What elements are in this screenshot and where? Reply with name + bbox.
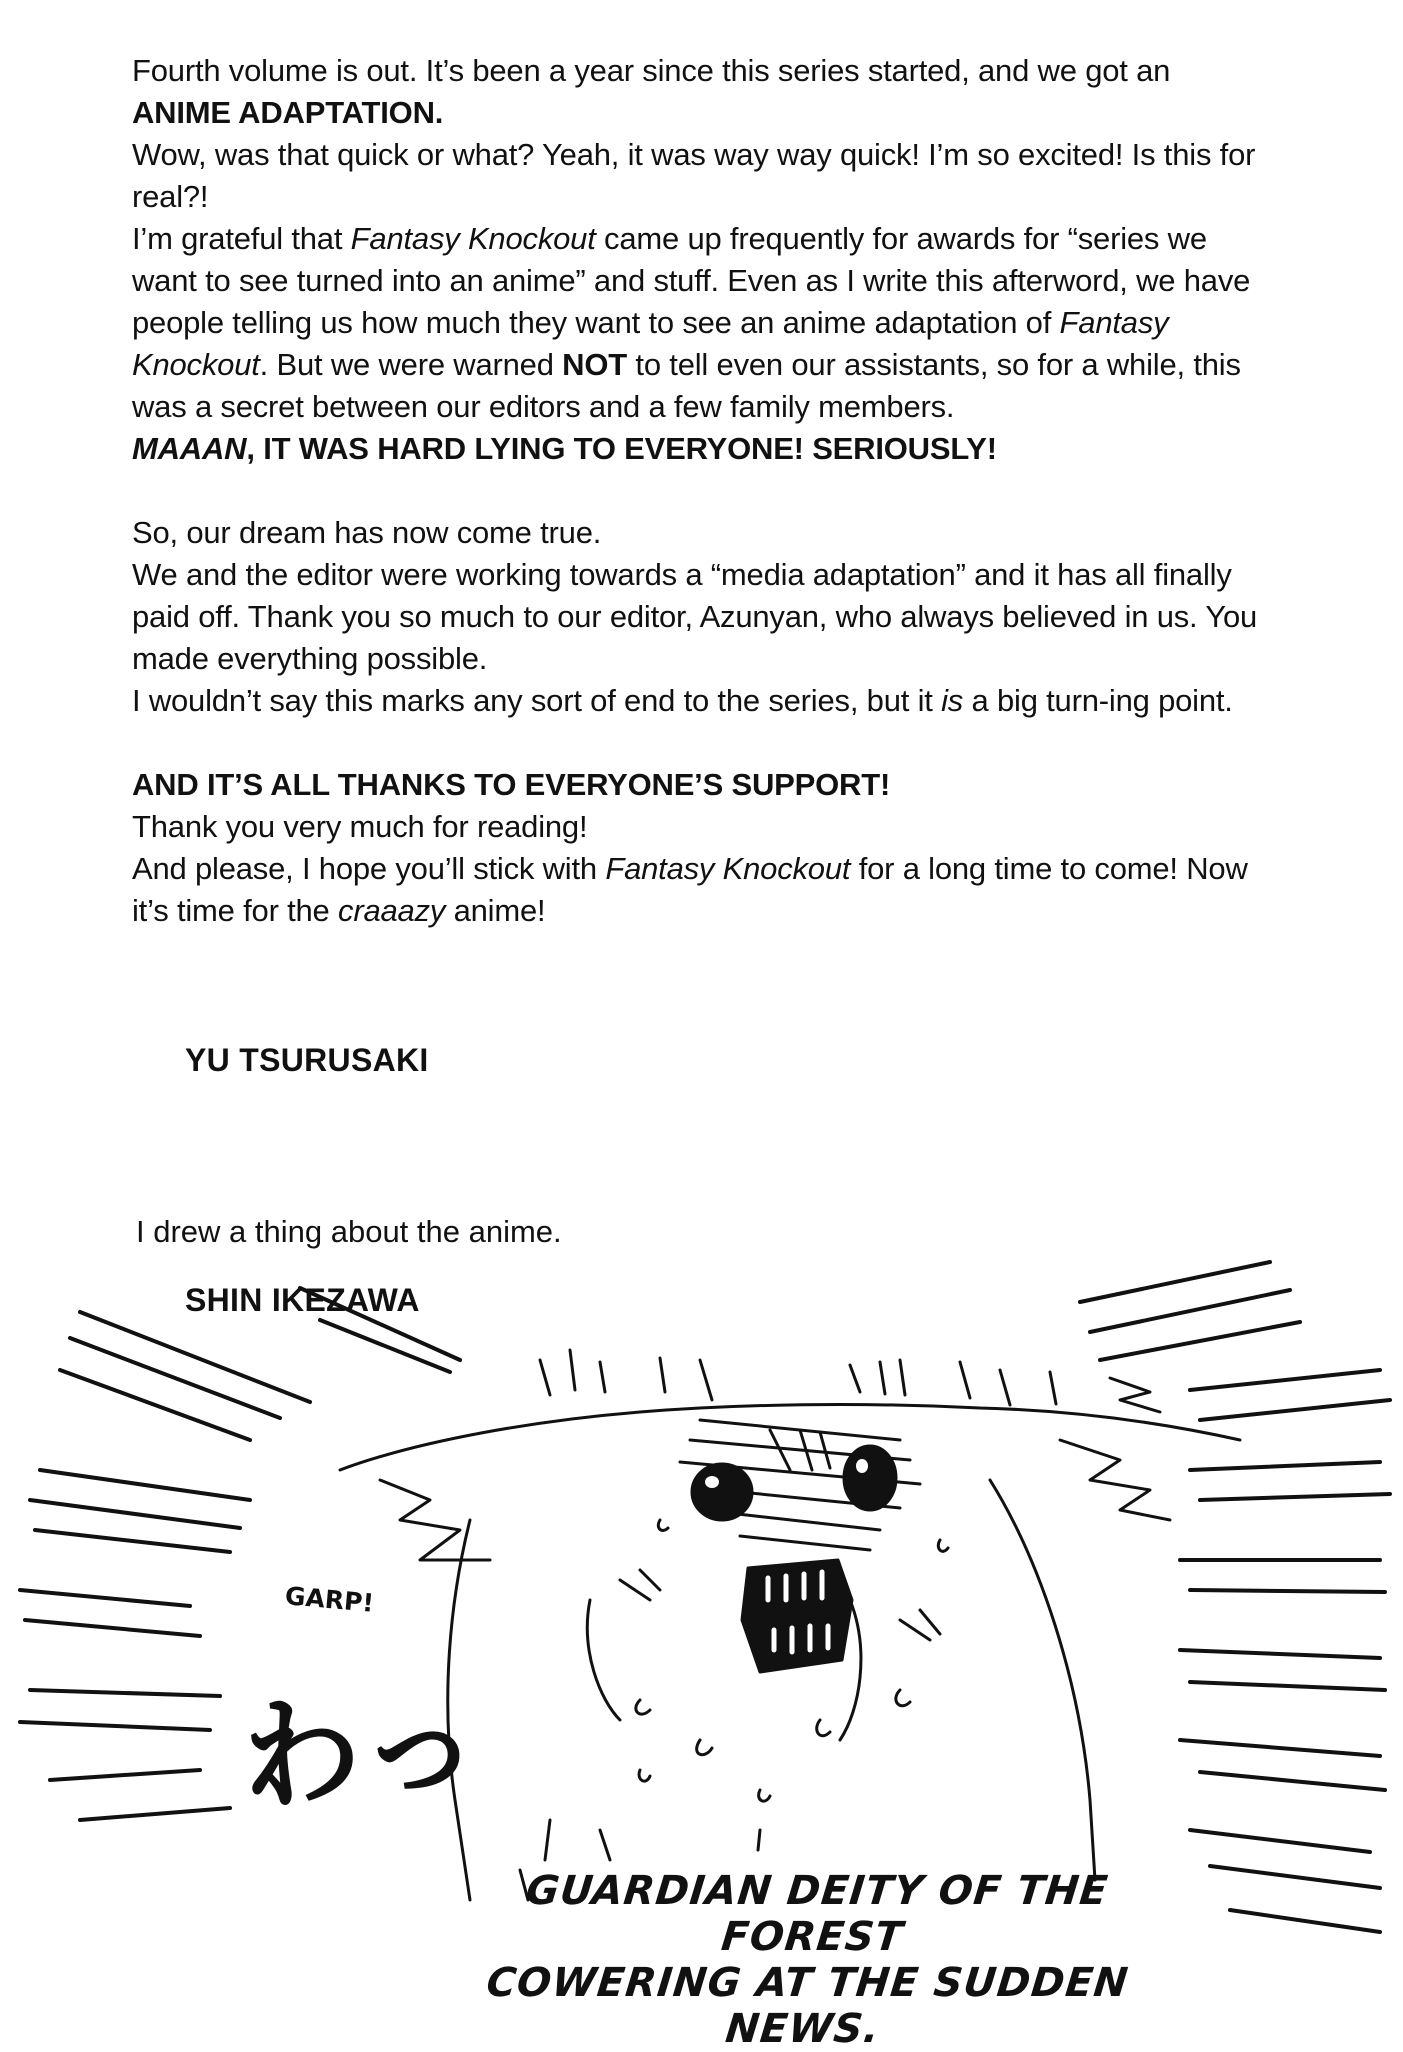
text-run: Fantasy Knockout [350,221,596,256]
text-run: I’m grateful that [132,221,351,256]
illustration-intro: I drew a thing about the anime. [136,1214,562,1249]
text-run: MAAAN [132,431,247,466]
text-run: So, our dream has now come true. [132,515,602,550]
paragraph [132,848,1272,932]
text-run: . But we were warned [259,347,563,382]
text-run: for a long time to come! Now it’s time for the [132,851,1248,928]
text-run: I wouldn’t say this marks any sort of end to the series, but it [132,683,942,718]
paragraph [132,554,1272,680]
text-run: Fourth volume is out. It’s been a year since this series started, and we got an [132,53,1171,88]
creature-mouth [742,1560,852,1672]
text-run: a big turn-ing point. [963,683,1233,718]
afterword-text [132,50,1272,932]
text-run: Wow, was that quick or what? Yeah, it was way way quick! I’m so excited! Is this for real?! [132,137,1256,214]
paragraph [132,512,1272,554]
text-run: ANIME ADAPTATION. [132,95,444,130]
creature-eyes [692,1446,896,1520]
illustration-caption [420,1868,1199,2052]
japanese-sound-effect: わっ [236,1671,485,1830]
text-run: to tell even our assistants, so for a while, this was a secret between our editors and a few family members. [132,347,1241,424]
text-run: , IT WAS HARD LYING TO EVERYONE! SERIOUSLY! [246,431,997,466]
caption-line: GUARDIAN DEITY OF THE FOREST [524,1868,1111,1960]
paragraph [132,218,1272,428]
caption-line: COWERING AT THE SUDDEN NEWS. [484,1960,1131,2052]
author-signature: YU TSURUSAKI [185,1042,429,1078]
text-run: We and the editor were working towards a “media adaptation” and it has all finally paid off. Thank you so much to our editor, Azunyan, who always believed in us. You made everything possible. [132,557,1258,676]
paragraph [132,680,1272,722]
text-run: is [941,683,964,718]
text-run: Fantasy Knockout [605,851,851,886]
paragraph [132,764,1272,806]
paragraph [132,50,1272,134]
text-run: Fantasy Knockout [132,305,1169,382]
paragraph [132,134,1272,218]
paragraph [132,806,1272,848]
text-run: craaazy [338,893,446,928]
garp-sound-effect: GARP! [283,1581,375,1618]
right-speed-lines [1080,1262,1390,1932]
text-run: AND IT’S ALL THANKS TO EVERYONE’S SUPPORT! [132,767,891,802]
paragraph [132,428,1272,470]
text-run: And please, I hope you’ll stick with [132,851,606,886]
artist-signature: SHIN IKEZAWA [185,1282,420,1318]
text-run: Thank you very much for reading! [132,809,588,844]
text-run: came up frequently for awards for “series we want to see turned into an anime” and stuff. Even as I write this afterword, we have people telling us how much they want to see an anime adaptation of [132,221,1251,340]
text-run: anime! [445,893,546,928]
text-run: NOT [562,347,628,382]
